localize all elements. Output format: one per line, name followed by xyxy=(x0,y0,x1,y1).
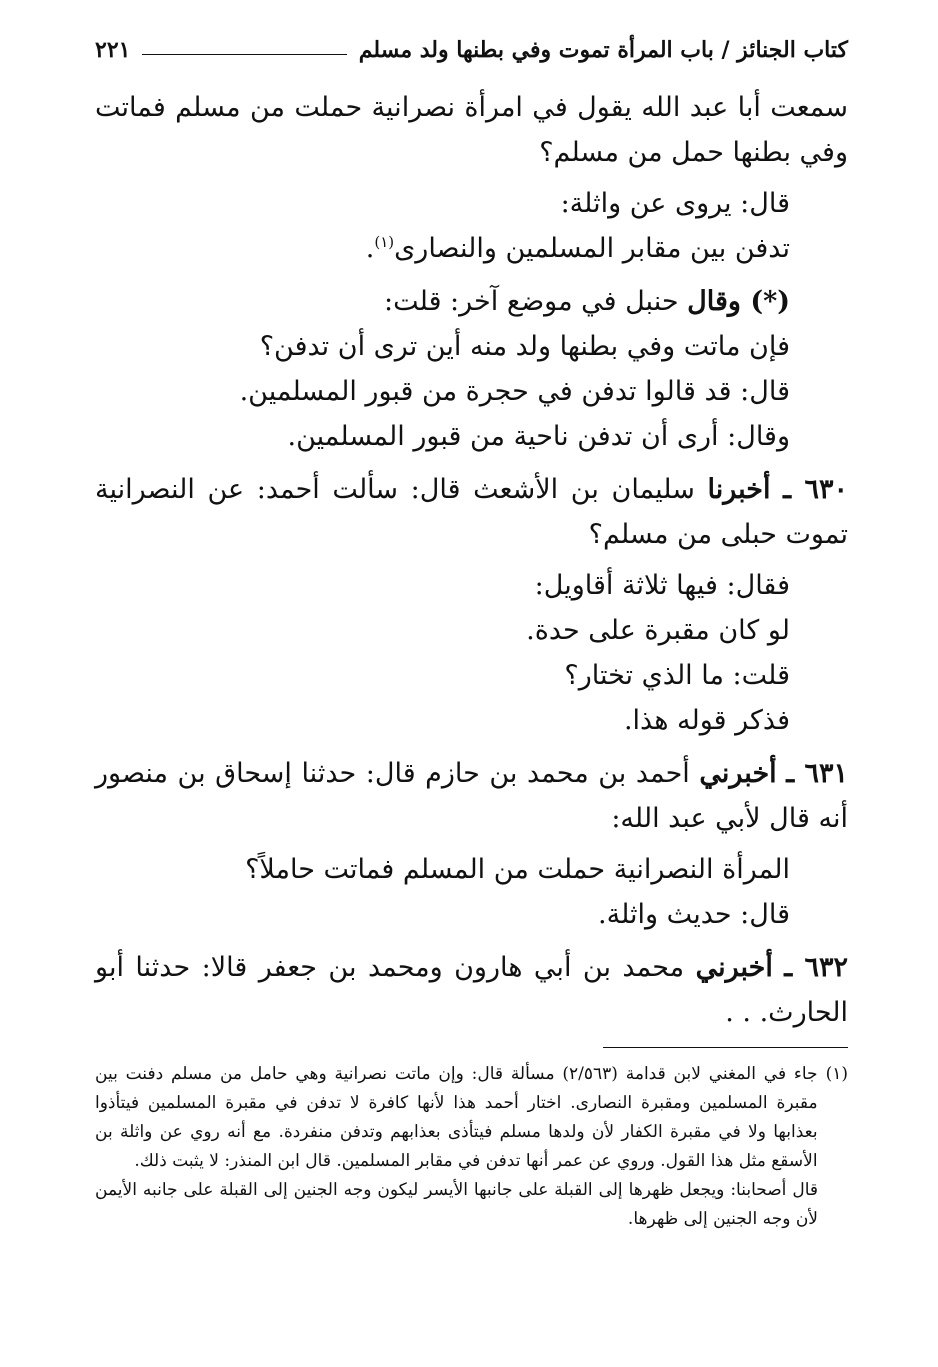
paragraph-question: سمعت أبا عبد الله يقول في امرأة نصرانية حملت من مسلم فماتت وفي بطنها حمل من مسلم؟ xyxy=(95,92,848,168)
hadith-630 xyxy=(95,467,848,557)
text-line-with-footnote xyxy=(95,226,848,271)
hadith-number: ٦٣١ ـ xyxy=(786,758,848,789)
footnotes xyxy=(95,1060,848,1234)
hadith-number: ٦٣٠ ـ xyxy=(783,474,848,505)
text-line: فإن ماتت وفي بطنها ولد منه أين ترى أن تدفن؟ xyxy=(259,331,790,362)
text-line: قلت: ما الذي تختار؟ xyxy=(564,660,790,691)
footnote-1 xyxy=(95,1060,848,1176)
text-line: لو كان مقبرة على حدة. xyxy=(526,615,790,646)
footnote-mark: (١) xyxy=(825,1064,848,1084)
hadith-632 xyxy=(95,945,848,1035)
text-line: قال: حديث واثلة. xyxy=(598,899,790,930)
footnote-text: جاء في المغني لابن قدامة (٢/٥٦٣) مسألة قال: وإن ماتت نصرانية وهي حامل من مسلم دفنت بين مقبرة المسلمين ومقبرة النصارى. اختار أحمد هذا لأنها كافرة لا تدفن في مقبرة المسلمين فيتأذوا بعذابها ولا في مقبرة الكفار لأن ولدها مسلم فيتأذى بعذابهم وتدفن منفردة. مع أنه روي عن واثلة بن الأسقع مثل هذا القول. وروي عن عمر أنها تدفن في مقابر المسلمين. قال ابن المنذر: لا يثبت ذلك. xyxy=(95,1064,818,1171)
header-rule xyxy=(142,54,346,55)
text-line: المرأة النصرانية حملت من المسلم فماتت حاملاً؟ xyxy=(245,854,790,885)
line-text: تدفن بين مقابر المسلمين والنصارى xyxy=(394,233,790,264)
footnote-ref[interactable]: (١) xyxy=(374,233,395,251)
hadith-text: سليمان بن الأشعث قال: سألت أحمد: عن النصرانية تموت حبلى من مسلم؟ xyxy=(95,474,848,550)
footnote-continuation: قال أصحابنا: ويجعل ظهرها إلى القبلة على جانبها الأيسر ليكون وجه الجنين إلى القبلة على جانبه الأيمن لأن وجه الجنين إلى ظهرها. xyxy=(95,1180,818,1229)
line-end: . xyxy=(365,233,375,264)
text-line: قال: قد قالوا تدفن في حجرة من قبور المسلمين. xyxy=(239,376,790,407)
text-line: فذكر قوله هذا. xyxy=(623,705,790,736)
running-header xyxy=(95,30,848,70)
hadith-lead: أخبرني xyxy=(695,952,773,983)
line-text: حنبل في موضع آخر: قلت: xyxy=(384,286,679,317)
hadith-lead: أخبرني xyxy=(699,758,777,789)
page-number: ٢٢١ xyxy=(95,37,131,63)
text-line-hanbal xyxy=(95,279,848,324)
main-text xyxy=(95,85,848,1041)
hadith-text: أحمد بن محمد بن حازم قال: حدثنا إسحاق بن منصور أنه قال لأبي عبد الله: xyxy=(95,758,848,834)
header-title: كتاب الجنائز / باب المرأة تموت وفي بطنها ولد مسلم xyxy=(358,37,848,63)
text-line: قال: يروى عن واثلة: xyxy=(560,188,790,219)
hadith-text: محمد بن أبي هارون ومحمد بن جعفر قالا: حدثنا أبو الحارث. . . xyxy=(95,952,848,1028)
hadith-number: ٦٣٢ ـ xyxy=(784,952,848,983)
hadith-631 xyxy=(95,751,848,841)
text-line: فقال: فيها ثلاثة أقاويل: xyxy=(534,570,790,601)
hadith-lead: أخبرنا xyxy=(707,474,771,505)
footnote-separator xyxy=(603,1047,848,1048)
note-mark: (*) وقال xyxy=(687,286,790,317)
text-line: وقال: أرى أن تدفن ناحية من قبور المسلمين. xyxy=(287,421,790,452)
